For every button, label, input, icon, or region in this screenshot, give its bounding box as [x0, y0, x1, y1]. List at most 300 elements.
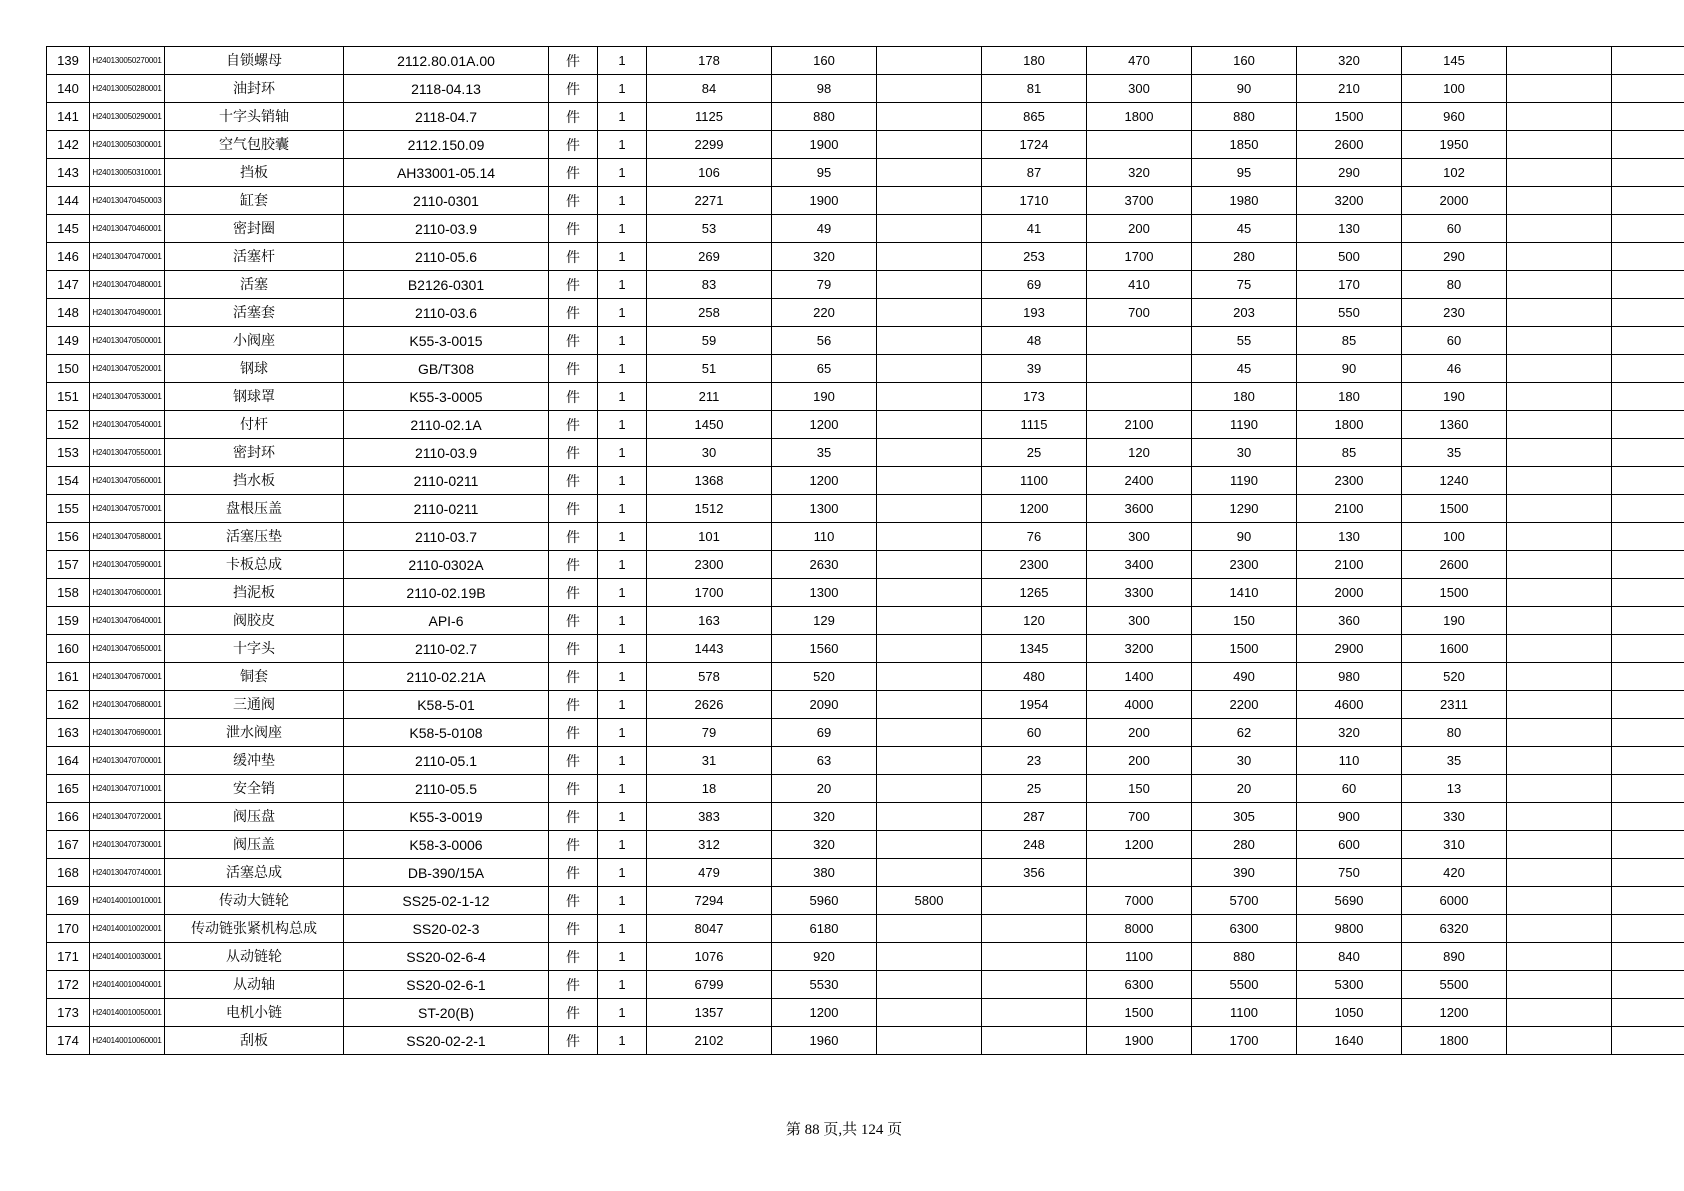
row-value-1: 2626 [647, 691, 772, 719]
row-value-5: 200 [1087, 747, 1192, 775]
table-row [47, 635, 1684, 663]
row-part-name: 挡泥板 [165, 579, 344, 607]
row-value-2: 6180 [772, 915, 877, 943]
row-value-10 [1612, 271, 1684, 299]
row-value-2: 20 [772, 775, 877, 803]
row-value-5: 200 [1087, 215, 1192, 243]
row-value-3 [877, 859, 982, 887]
row-value-7: 840 [1297, 943, 1402, 971]
table-row [47, 467, 1684, 495]
row-material-code: H240130470580001 [90, 523, 165, 551]
row-value-1: 7294 [647, 887, 772, 915]
row-value-8: 1600 [1402, 635, 1507, 663]
row-unit: 件 [549, 467, 598, 495]
row-quantity: 1 [598, 327, 647, 355]
row-value-1: 258 [647, 299, 772, 327]
row-value-8: 290 [1402, 243, 1507, 271]
row-value-9 [1507, 299, 1612, 327]
row-part-name: 自锁螺母 [165, 47, 344, 75]
row-value-5: 8000 [1087, 915, 1192, 943]
row-value-6: 1290 [1192, 495, 1297, 523]
table-row [47, 215, 1684, 243]
row-unit: 件 [549, 299, 598, 327]
row-unit: 件 [549, 579, 598, 607]
row-value-1: 59 [647, 327, 772, 355]
row-value-8: 1500 [1402, 579, 1507, 607]
row-material-code: H240130470540001 [90, 411, 165, 439]
row-index: 173 [47, 999, 90, 1027]
row-value-6: 390 [1192, 859, 1297, 887]
row-unit: 件 [549, 691, 598, 719]
row-value-9 [1507, 691, 1612, 719]
row-value-10 [1612, 579, 1684, 607]
row-value-5: 3600 [1087, 495, 1192, 523]
row-value-3 [877, 103, 982, 131]
table-row [47, 243, 1684, 271]
row-value-7: 750 [1297, 859, 1402, 887]
row-value-8: 1800 [1402, 1027, 1507, 1055]
row-value-4: 25 [982, 775, 1087, 803]
row-value-10 [1612, 607, 1684, 635]
row-spec: 2118-04.13 [344, 75, 549, 103]
row-value-9 [1507, 915, 1612, 943]
row-spec: SS25-02-1-12 [344, 887, 549, 915]
row-material-code: H240140010050001 [90, 999, 165, 1027]
row-value-4: 81 [982, 75, 1087, 103]
row-material-code: H240130470670001 [90, 663, 165, 691]
row-unit: 件 [549, 47, 598, 75]
row-value-1: 1450 [647, 411, 772, 439]
row-unit: 件 [549, 243, 598, 271]
row-value-7: 5690 [1297, 887, 1402, 915]
row-spec: B2126-0301 [344, 271, 549, 299]
row-value-5: 3200 [1087, 635, 1192, 663]
row-quantity: 1 [598, 75, 647, 103]
row-value-2: 49 [772, 215, 877, 243]
row-value-5: 1100 [1087, 943, 1192, 971]
row-value-7: 130 [1297, 215, 1402, 243]
table-row [47, 579, 1684, 607]
row-value-7: 180 [1297, 383, 1402, 411]
row-value-3 [877, 355, 982, 383]
row-index: 161 [47, 663, 90, 691]
row-value-6: 90 [1192, 75, 1297, 103]
row-value-6: 1980 [1192, 187, 1297, 215]
row-part-name: 密封圈 [165, 215, 344, 243]
row-value-8: 310 [1402, 831, 1507, 859]
row-value-8: 6000 [1402, 887, 1507, 915]
row-quantity: 1 [598, 355, 647, 383]
row-value-8: 2311 [1402, 691, 1507, 719]
row-value-4: 69 [982, 271, 1087, 299]
row-value-1: 269 [647, 243, 772, 271]
row-value-5 [1087, 327, 1192, 355]
row-value-3 [877, 551, 982, 579]
row-value-8: 35 [1402, 747, 1507, 775]
row-spec: 2110-0302A [344, 551, 549, 579]
row-value-9 [1507, 523, 1612, 551]
row-spec: 2110-03.9 [344, 439, 549, 467]
row-value-9 [1507, 243, 1612, 271]
row-value-2: 380 [772, 859, 877, 887]
row-material-code: H240130470570001 [90, 495, 165, 523]
row-unit: 件 [549, 943, 598, 971]
row-value-10 [1612, 1027, 1684, 1055]
row-value-4: 1200 [982, 495, 1087, 523]
row-unit: 件 [549, 1027, 598, 1055]
row-part-name: 密封环 [165, 439, 344, 467]
row-value-10 [1612, 999, 1684, 1027]
row-value-6: 1500 [1192, 635, 1297, 663]
table-row [47, 383, 1684, 411]
row-value-2: 1300 [772, 495, 877, 523]
row-value-6: 180 [1192, 383, 1297, 411]
row-value-8: 13 [1402, 775, 1507, 803]
row-value-10 [1612, 691, 1684, 719]
row-spec: 2110-02.19B [344, 579, 549, 607]
row-index: 149 [47, 327, 90, 355]
row-value-6: 95 [1192, 159, 1297, 187]
row-value-10 [1612, 327, 1684, 355]
row-value-2: 79 [772, 271, 877, 299]
row-value-5: 1800 [1087, 103, 1192, 131]
row-value-4: 193 [982, 299, 1087, 327]
row-value-4: 60 [982, 719, 1087, 747]
table-row [47, 719, 1684, 747]
row-value-4: 1724 [982, 131, 1087, 159]
row-part-name: 小阀座 [165, 327, 344, 355]
row-material-code: H240130470520001 [90, 355, 165, 383]
table-row [47, 831, 1684, 859]
row-value-8: 960 [1402, 103, 1507, 131]
row-unit: 件 [549, 887, 598, 915]
row-quantity: 1 [598, 859, 647, 887]
row-material-code: H240130470740001 [90, 859, 165, 887]
row-value-6: 45 [1192, 215, 1297, 243]
row-value-4: 248 [982, 831, 1087, 859]
row-spec: 2112.80.01A.00 [344, 47, 549, 75]
row-part-name: 十字头 [165, 635, 344, 663]
row-value-1: 312 [647, 831, 772, 859]
row-unit: 件 [549, 635, 598, 663]
row-value-5: 120 [1087, 439, 1192, 467]
row-part-name: 泄水阀座 [165, 719, 344, 747]
table-row [47, 999, 1684, 1027]
row-index: 157 [47, 551, 90, 579]
row-value-5: 320 [1087, 159, 1192, 187]
row-value-7: 980 [1297, 663, 1402, 691]
row-value-7: 320 [1297, 719, 1402, 747]
row-index: 142 [47, 131, 90, 159]
row-value-1: 1076 [647, 943, 772, 971]
row-value-9 [1507, 103, 1612, 131]
row-part-name: 活塞杆 [165, 243, 344, 271]
row-part-name: 盘根压盖 [165, 495, 344, 523]
row-spec: 2112.150.09 [344, 131, 549, 159]
row-value-3 [877, 607, 982, 635]
row-value-4: 39 [982, 355, 1087, 383]
table-row [47, 775, 1684, 803]
row-value-8: 60 [1402, 327, 1507, 355]
row-material-code: H240130470590001 [90, 551, 165, 579]
row-value-10 [1612, 187, 1684, 215]
row-value-6: 280 [1192, 831, 1297, 859]
row-part-name: 传动链张紧机构总成 [165, 915, 344, 943]
row-value-7: 60 [1297, 775, 1402, 803]
row-part-name: 从动轴 [165, 971, 344, 999]
table-row [47, 915, 1684, 943]
row-unit: 件 [549, 495, 598, 523]
row-value-9 [1507, 635, 1612, 663]
row-unit: 件 [549, 103, 598, 131]
row-spec: 2118-04.7 [344, 103, 549, 131]
row-value-4: 180 [982, 47, 1087, 75]
row-value-2: 520 [772, 663, 877, 691]
row-material-code: H240130470690001 [90, 719, 165, 747]
row-value-4: 87 [982, 159, 1087, 187]
row-material-code: H240130470470001 [90, 243, 165, 271]
row-value-9 [1507, 999, 1612, 1027]
row-value-6: 1190 [1192, 411, 1297, 439]
row-material-code: H240130050270001 [90, 47, 165, 75]
row-quantity: 1 [598, 439, 647, 467]
row-value-2: 5960 [772, 887, 877, 915]
row-value-2: 98 [772, 75, 877, 103]
row-value-8: 190 [1402, 383, 1507, 411]
row-value-8: 420 [1402, 859, 1507, 887]
row-value-1: 1512 [647, 495, 772, 523]
row-value-8: 145 [1402, 47, 1507, 75]
row-quantity: 1 [598, 243, 647, 271]
row-value-8: 2000 [1402, 187, 1507, 215]
table-row [47, 159, 1684, 187]
row-material-code: H240140010020001 [90, 915, 165, 943]
row-unit: 件 [549, 719, 598, 747]
table-row [47, 103, 1684, 131]
row-value-10 [1612, 551, 1684, 579]
row-material-code: H240130470450003 [90, 187, 165, 215]
row-value-9 [1507, 719, 1612, 747]
row-material-code: H240130050300001 [90, 131, 165, 159]
row-value-10 [1612, 299, 1684, 327]
row-value-9 [1507, 383, 1612, 411]
row-index: 146 [47, 243, 90, 271]
row-value-10 [1612, 747, 1684, 775]
row-value-9 [1507, 271, 1612, 299]
row-quantity: 1 [598, 747, 647, 775]
row-value-10 [1612, 215, 1684, 243]
row-material-code: H240140010040001 [90, 971, 165, 999]
row-part-name: 挡板 [165, 159, 344, 187]
row-value-4: 48 [982, 327, 1087, 355]
row-part-name: 挡水板 [165, 467, 344, 495]
row-value-5: 300 [1087, 523, 1192, 551]
row-value-7: 110 [1297, 747, 1402, 775]
row-value-1: 51 [647, 355, 772, 383]
row-value-9 [1507, 859, 1612, 887]
row-spec: K58-3-0006 [344, 831, 549, 859]
row-index: 155 [47, 495, 90, 523]
row-value-6: 90 [1192, 523, 1297, 551]
row-unit: 件 [549, 411, 598, 439]
row-value-9 [1507, 1027, 1612, 1055]
row-value-1: 2102 [647, 1027, 772, 1055]
table-row [47, 411, 1684, 439]
row-index: 160 [47, 635, 90, 663]
row-value-1: 578 [647, 663, 772, 691]
row-index: 164 [47, 747, 90, 775]
row-part-name: 刮板 [165, 1027, 344, 1055]
row-value-5: 2400 [1087, 467, 1192, 495]
row-quantity: 1 [598, 691, 647, 719]
table-row [47, 943, 1684, 971]
row-spec: 2110-02.1A [344, 411, 549, 439]
row-quantity: 1 [598, 803, 647, 831]
row-value-8: 46 [1402, 355, 1507, 383]
row-value-9 [1507, 495, 1612, 523]
row-value-2: 190 [772, 383, 877, 411]
row-value-5 [1087, 131, 1192, 159]
row-value-4: 1345 [982, 635, 1087, 663]
row-spec: 2110-0301 [344, 187, 549, 215]
row-value-7: 1500 [1297, 103, 1402, 131]
row-value-10 [1612, 803, 1684, 831]
row-material-code: H240130470480001 [90, 271, 165, 299]
row-index: 150 [47, 355, 90, 383]
row-value-9 [1507, 467, 1612, 495]
row-unit: 件 [549, 187, 598, 215]
row-value-10 [1612, 355, 1684, 383]
row-value-8: 330 [1402, 803, 1507, 831]
row-material-code: H240140010030001 [90, 943, 165, 971]
parts-table-body [47, 47, 1684, 1055]
row-value-8: 1360 [1402, 411, 1507, 439]
row-value-9 [1507, 47, 1612, 75]
row-part-name: 缸套 [165, 187, 344, 215]
row-material-code: H240130050290001 [90, 103, 165, 131]
row-value-8: 80 [1402, 719, 1507, 747]
row-quantity: 1 [598, 467, 647, 495]
page-footer: 第 88 页,共 124 页 [785, 1122, 903, 1138]
row-value-5: 6300 [1087, 971, 1192, 999]
row-spec: GB/T308 [344, 355, 549, 383]
row-part-name: 活塞 [165, 271, 344, 299]
row-value-1: 18 [647, 775, 772, 803]
row-value-7: 3200 [1297, 187, 1402, 215]
row-unit: 件 [549, 551, 598, 579]
row-value-10 [1612, 523, 1684, 551]
row-unit: 件 [549, 383, 598, 411]
row-value-10 [1612, 75, 1684, 103]
row-value-4: 173 [982, 383, 1087, 411]
row-value-6: 150 [1192, 607, 1297, 635]
row-spec: SS20-02-2-1 [344, 1027, 549, 1055]
row-value-7: 1640 [1297, 1027, 1402, 1055]
row-value-10 [1612, 159, 1684, 187]
row-index: 151 [47, 383, 90, 411]
row-index: 170 [47, 915, 90, 943]
row-value-7: 320 [1297, 47, 1402, 75]
row-value-3 [877, 943, 982, 971]
row-value-4: 865 [982, 103, 1087, 131]
row-value-6: 280 [1192, 243, 1297, 271]
row-value-2: 1200 [772, 999, 877, 1027]
row-value-3 [877, 1027, 982, 1055]
row-quantity: 1 [598, 971, 647, 999]
row-value-10 [1612, 971, 1684, 999]
row-value-5: 3400 [1087, 551, 1192, 579]
row-unit: 件 [549, 327, 598, 355]
row-value-5: 700 [1087, 299, 1192, 327]
row-value-4: 480 [982, 663, 1087, 691]
row-value-3 [877, 663, 982, 691]
row-material-code: H240130470460001 [90, 215, 165, 243]
row-index: 148 [47, 299, 90, 327]
row-value-1: 53 [647, 215, 772, 243]
row-quantity: 1 [598, 1027, 647, 1055]
row-value-10 [1612, 859, 1684, 887]
row-value-2: 320 [772, 243, 877, 271]
row-value-3 [877, 75, 982, 103]
row-quantity: 1 [598, 999, 647, 1027]
row-value-4: 25 [982, 439, 1087, 467]
row-value-1: 83 [647, 271, 772, 299]
row-index: 145 [47, 215, 90, 243]
row-value-5: 7000 [1087, 887, 1192, 915]
row-material-code: H240130470500001 [90, 327, 165, 355]
row-unit: 件 [549, 215, 598, 243]
row-quantity: 1 [598, 635, 647, 663]
row-value-4 [982, 999, 1087, 1027]
row-value-7: 900 [1297, 803, 1402, 831]
row-value-3 [877, 999, 982, 1027]
row-value-10 [1612, 439, 1684, 467]
row-quantity: 1 [598, 943, 647, 971]
row-value-8: 1950 [1402, 131, 1507, 159]
row-value-7: 130 [1297, 523, 1402, 551]
row-quantity: 1 [598, 103, 647, 131]
row-value-9 [1507, 579, 1612, 607]
table-row [47, 803, 1684, 831]
row-value-1: 211 [647, 383, 772, 411]
row-value-8: 1240 [1402, 467, 1507, 495]
row-part-name: 空气包胶囊 [165, 131, 344, 159]
row-value-4 [982, 971, 1087, 999]
row-value-3 [877, 47, 982, 75]
row-part-name: 传动大链轮 [165, 887, 344, 915]
row-quantity: 1 [598, 299, 647, 327]
row-value-5 [1087, 355, 1192, 383]
row-value-2: 1900 [772, 131, 877, 159]
row-spec: API-6 [344, 607, 549, 635]
row-index: 141 [47, 103, 90, 131]
row-value-6: 1850 [1192, 131, 1297, 159]
row-value-2: 880 [772, 103, 877, 131]
row-value-10 [1612, 103, 1684, 131]
row-material-code: H240130470640001 [90, 607, 165, 635]
row-value-6: 5700 [1192, 887, 1297, 915]
row-value-6: 1410 [1192, 579, 1297, 607]
row-index: 152 [47, 411, 90, 439]
row-spec: 2110-02.21A [344, 663, 549, 691]
row-value-1: 2271 [647, 187, 772, 215]
row-spec: 2110-03.9 [344, 215, 549, 243]
row-value-2: 1560 [772, 635, 877, 663]
row-value-10 [1612, 887, 1684, 915]
row-value-9 [1507, 663, 1612, 691]
row-value-6: 20 [1192, 775, 1297, 803]
row-value-1: 84 [647, 75, 772, 103]
